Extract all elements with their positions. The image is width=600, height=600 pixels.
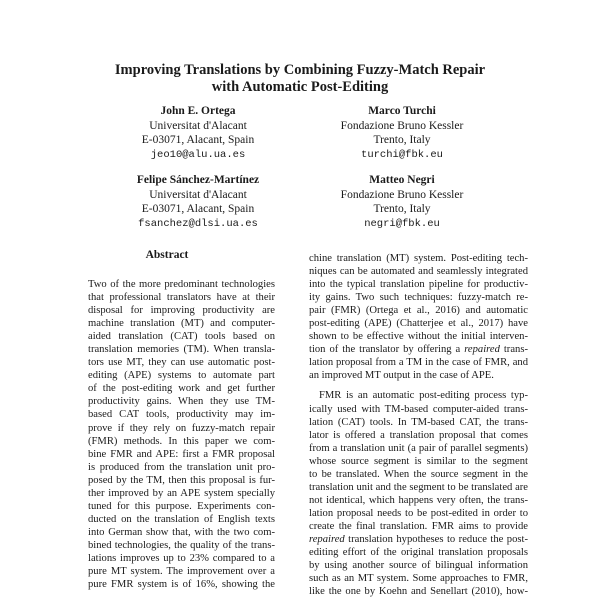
intro-line: shown to be effective without the initial interven- [309, 331, 528, 343]
introduction-text [309, 252, 528, 598]
author-name: John E. Ortega [160, 105, 236, 117]
intro-line: post-editing (APE) (Chatterjee et al., 2017) have [309, 318, 528, 330]
abstract-line: bined technologies, the quality of the trans- [88, 539, 275, 551]
author-address: E-03071, Alacant, Spain [141, 203, 255, 216]
abstract-line: ducted on the translation of English texts [88, 513, 275, 525]
author-affiliation: Fondazione Bruno Kessler [340, 188, 464, 201]
author-block-turchi [282, 104, 522, 162]
author-email: negri@fbk.eu [364, 217, 440, 230]
intro-line: like the one by Koehn and Senellart (2010), how- [309, 586, 528, 598]
abstract-line: disposal for improving productivity are [88, 305, 275, 317]
intro-line: lation (CAT) tools. In TM-based CAT, the trans- [309, 416, 528, 428]
title-line-2: with Automatic Post-Editing [211, 79, 389, 95]
author-address: Trento, Italy [373, 134, 431, 147]
intro-line: translation unit and the segment to be translated are [309, 481, 528, 493]
author-affiliation: Universitat d'Alacant [149, 188, 247, 201]
intro-line: editing effort of the original translation proposals [309, 547, 528, 559]
author-affiliation: Fondazione Bruno Kessler [340, 119, 464, 132]
abstract-line: that professional translators have at their [88, 292, 275, 304]
intro-line: lation proposal from a TM in the case of FMR, and [309, 357, 528, 369]
intro-line: ically used with TM-based computer-aided trans- [309, 403, 528, 415]
title-line-1: Improving Translations by Combining Fuzzy-Match Repair [114, 62, 486, 78]
intro-line: such as an MT system. Some approaches to FMR, [309, 573, 528, 585]
intro-line: to be translated. When the source segment in the [309, 468, 528, 480]
abstract-line: machine translation (MT) and computer- [88, 318, 275, 330]
abstract-line: (FMR) methods. In this paper we com- [88, 435, 275, 447]
intro-line: FMR is an automatic post-editing process typ- [319, 390, 528, 402]
abstract-line: aided translation (CAT) tools based on [88, 331, 275, 343]
abstract-line: into German show that, with the two com- [88, 526, 275, 538]
author-email: jeo10@alu.ua.es [150, 148, 246, 161]
abstract-line: lations improves up to 23% compared to a [88, 552, 275, 564]
abstract-line: tuned for this purpose. Experiments con- [88, 500, 275, 512]
author-block-negri [282, 173, 522, 231]
author-affiliation: Universitat d'Alacant [149, 119, 247, 132]
intro-line: whose source segment is similar to the segment [309, 455, 528, 467]
paper-title [0, 62, 600, 96]
intro-line: lator is offered a translation proposal that comes [309, 429, 528, 441]
author-name: Felipe Sánchez-Martínez [136, 174, 260, 186]
intro-line: create the final translation. FMR aims to provide [309, 520, 528, 532]
abstract-line: Two of the more predominant technologies [88, 279, 275, 290]
author-email: fsanchez@dlsi.ua.es [138, 217, 258, 230]
abstract-line: pure FMR system is of 16%, showing the [88, 579, 275, 591]
abstract-line: bine FMR and APE: first a FMR proposal [88, 448, 275, 460]
intro-line: pair (FMR) (Ortega et al., 2016) and automatic [309, 305, 528, 317]
abstract-line: productivity gains. When they use TM- [88, 396, 275, 408]
abstract-line: editing (APE) systems to automate part [88, 370, 275, 382]
intro-line: into the typical translation pipeline for productiv- [309, 279, 528, 291]
intro-line: lation proposal needs to be post-edited in order to [309, 507, 528, 519]
intro-line: an improved MT output in the case of APE. [309, 370, 494, 382]
paragraph-gap [309, 382, 528, 389]
intro-line: niques can be automated and seamlessly integrated [309, 266, 528, 278]
abstract-line: prove if they rely on fuzzy-match repair [88, 422, 275, 434]
abstract-line: ther improved by an APE system specially [88, 487, 275, 499]
intro-line: tion of the translator by offering a repaired trans- [309, 344, 528, 356]
intro-line: chine translation (MT) system. Post-editing tech- [309, 253, 528, 264]
abstract-line: pure MT system. The improvement over a [88, 566, 275, 578]
abstract-line: tors use MT, they can use automatic post- [88, 357, 275, 369]
abstract-line: based CAT tools, productivity may im- [88, 409, 275, 421]
intro-line: repaired translation hypotheses to reduce the post- [309, 533, 528, 545]
emphasis-text: repaired [464, 344, 500, 356]
abstract-heading: Abstract [145, 249, 189, 261]
author-address: Trento, Italy [373, 203, 431, 216]
abstract-line: translation memories (TM). When transla- [88, 344, 275, 356]
intro-paragraph-2 [309, 389, 528, 598]
intro-line: by using another source of bilingual information [309, 560, 528, 572]
intro-line: from a translation unit (a pair of parallel segments) [309, 442, 528, 454]
abstract-line: is produced from the translation unit pro- [88, 461, 275, 473]
author-address: E-03071, Alacant, Spain [141, 134, 255, 147]
abstract-line: posed by the TM, then this proposal is fur- [88, 474, 275, 486]
author-name: Marco Turchi [368, 105, 436, 117]
abstract-line: of the post-editing work and get further [88, 383, 275, 395]
intro-paragraph-1 [309, 252, 528, 382]
emphasis-text: repaired [309, 533, 345, 545]
abstract-text [88, 278, 275, 591]
author-name: Matteo Negri [369, 174, 435, 186]
intro-line: ity gains. Two such techniques: fuzzy-match re- [309, 292, 528, 304]
intro-line: not identical, which happens very often, the trans- [309, 494, 528, 506]
author-email: turchi@fbk.eu [361, 148, 443, 161]
